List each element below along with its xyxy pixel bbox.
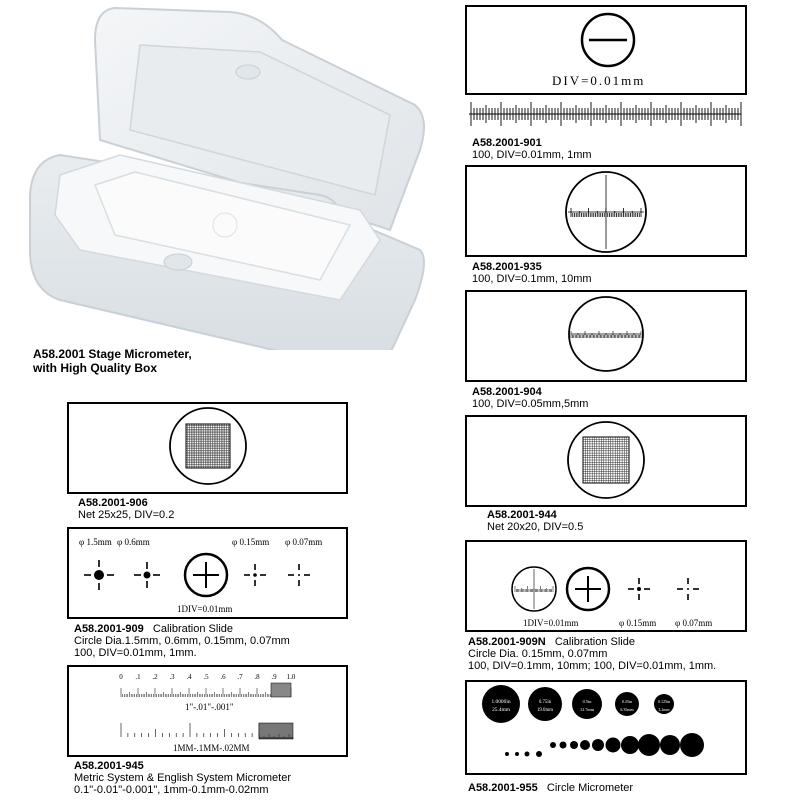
slide-top-div	[465, 5, 747, 95]
909n-label-015: φ 0.15mm	[619, 618, 657, 628]
line3-909n: 100, DIV=0.1mm, 10mm; 100, DIV=0.01mm, 1mm.	[468, 660, 717, 672]
calibration-dot	[637, 587, 641, 591]
code-955: A58.2001-955	[468, 782, 538, 794]
reference-circle	[570, 741, 578, 749]
circle-label: 3.2mm	[658, 707, 670, 712]
desc-944: Net 20x20, DIV=0.5	[487, 521, 584, 533]
reference-circle	[515, 752, 519, 756]
slide-906	[67, 402, 348, 494]
calibration-dot	[687, 588, 689, 590]
scale-circle-904	[467, 292, 745, 380]
net-circle-906	[69, 404, 346, 492]
909-label-015: φ 0.15mm	[232, 537, 270, 547]
caption-955	[468, 782, 633, 794]
code-904: A58.2001-904	[472, 386, 542, 398]
circle-label: 6.35mm	[620, 707, 634, 712]
calibration-dot	[144, 572, 151, 579]
reference-circle	[606, 738, 621, 753]
909-div-text: 1DIV=0.01mm	[177, 604, 233, 614]
reference-circle	[572, 689, 602, 719]
top-div-text: DIV=0.01mm	[552, 73, 646, 88]
line2-945: Metric System & English System Micrometer	[74, 772, 291, 784]
reference-circle	[525, 752, 530, 757]
reference-circle	[638, 734, 660, 756]
reference-circle	[615, 692, 639, 716]
circle-label: 0.125in	[657, 699, 671, 704]
reticle-circle	[170, 408, 246, 484]
box-title	[33, 347, 192, 375]
desc-901: 100, DIV=0.01mm, 1mm	[472, 149, 592, 161]
reference-circle	[680, 733, 704, 757]
circle-label: 25.4mm	[492, 707, 510, 713]
calibration-dot	[298, 574, 300, 576]
reference-circle	[621, 736, 639, 754]
calibration-dot	[94, 570, 104, 580]
reference-circle	[550, 742, 556, 748]
calibration-dot	[253, 573, 257, 577]
caption-901	[472, 137, 592, 161]
code-945: A58.2001-945	[74, 760, 144, 772]
inch-scale-label: .6	[220, 673, 226, 681]
net-circle-944	[467, 417, 745, 505]
945-english-text: 1"-.01"-.001"	[185, 702, 234, 712]
title-909: Calibration Slide	[152, 623, 234, 635]
code-935: A58.2001-935	[472, 261, 542, 273]
circle-label: 0.5in	[582, 699, 592, 704]
circle-micrometer-955	[467, 682, 745, 773]
caption-909n	[468, 636, 716, 672]
caption-945	[74, 760, 291, 796]
reference-circle	[536, 751, 542, 757]
circle-label: 0.25in	[621, 699, 633, 704]
fine-scale-block	[271, 683, 291, 697]
909-label-15: φ 1.5mm	[79, 537, 112, 547]
desc-935: 100, DIV=0.1mm, 10mm	[472, 273, 592, 285]
caption-906	[78, 497, 174, 521]
calibration-909n	[467, 542, 745, 630]
caption-935	[472, 261, 592, 285]
slide-935	[465, 165, 747, 257]
box-title-line2: with High Quality Box	[33, 361, 158, 375]
circle-label: 19.0mm	[536, 708, 554, 713]
circle-label: 12.7mm	[579, 707, 595, 712]
inch-scale-label: .1	[135, 673, 141, 681]
title-909n: Calibration Slide	[554, 636, 635, 648]
caption-904	[472, 386, 588, 410]
inch-scale-label: 0	[119, 673, 123, 681]
code-909: A58.2001-909	[74, 623, 144, 635]
title-955: Circle Micrometer	[546, 782, 634, 794]
code-901: A58.2001-901	[472, 137, 542, 149]
desc-904: 100, DIV=0.05mm,5mm	[472, 398, 589, 410]
slide-904	[465, 290, 747, 382]
box-title-line1: A58.2001 Stage Micrometer,	[33, 347, 192, 361]
909n-div-text: 1DIV=0.01mm	[523, 618, 579, 628]
909-label-007: φ 0.07mm	[285, 537, 323, 547]
inch-scale-label: 1.0	[286, 673, 296, 681]
ruler-901	[465, 100, 745, 132]
caption-944	[487, 509, 583, 533]
scale-circle-935	[467, 167, 745, 255]
desc-906: Net 25x25, DIV=0.2	[78, 509, 175, 521]
slide-909n	[465, 540, 747, 632]
reference-circle	[580, 740, 590, 750]
inch-scale-label: .5	[203, 673, 209, 681]
slide-955	[465, 680, 747, 775]
slide-945	[67, 665, 348, 757]
slide-944	[465, 415, 747, 507]
reference-circle	[592, 739, 604, 751]
909-label-06: φ 0.6mm	[117, 537, 150, 547]
code-944: A58.2001-944	[487, 509, 557, 521]
inch-scale-label: .4	[186, 673, 192, 681]
slide-909	[67, 527, 348, 619]
micrometer-box-image	[20, 0, 440, 350]
945-metric-text: 1MM-.1MM-.02MM	[173, 743, 250, 753]
caption-909	[74, 623, 290, 659]
inch-scale-label: .9	[271, 673, 277, 681]
reference-circle	[505, 752, 509, 756]
line2-909: Circle Dia.1.5mm, 0.6mm, 0.15mm, 0.07mm	[74, 635, 290, 647]
circle-label: 1.0000in	[491, 699, 511, 705]
line2-909n: Circle Dia. 0.15mm, 0.07mm	[468, 648, 608, 660]
code-909n: A58.2001-909N	[468, 636, 546, 648]
inch-scale-label: .3	[169, 673, 175, 681]
inch-scale-label: .8	[254, 673, 260, 681]
inch-scale-label: .7	[237, 673, 243, 681]
inch-scale-label: .2	[152, 673, 158, 681]
909n-label-007: φ 0.07mm	[675, 618, 713, 628]
circle-label: 0.75in	[538, 700, 552, 705]
reference-circle	[560, 742, 567, 749]
reference-circle	[660, 735, 680, 755]
line3-945: 0.1"-0.01"-0.001", 1mm-0.1mm-0.02mm	[74, 784, 269, 796]
code-906: A58.2001-906	[78, 497, 148, 509]
line3-909: 100, DIV=0.01mm, 1mm.	[74, 647, 197, 659]
